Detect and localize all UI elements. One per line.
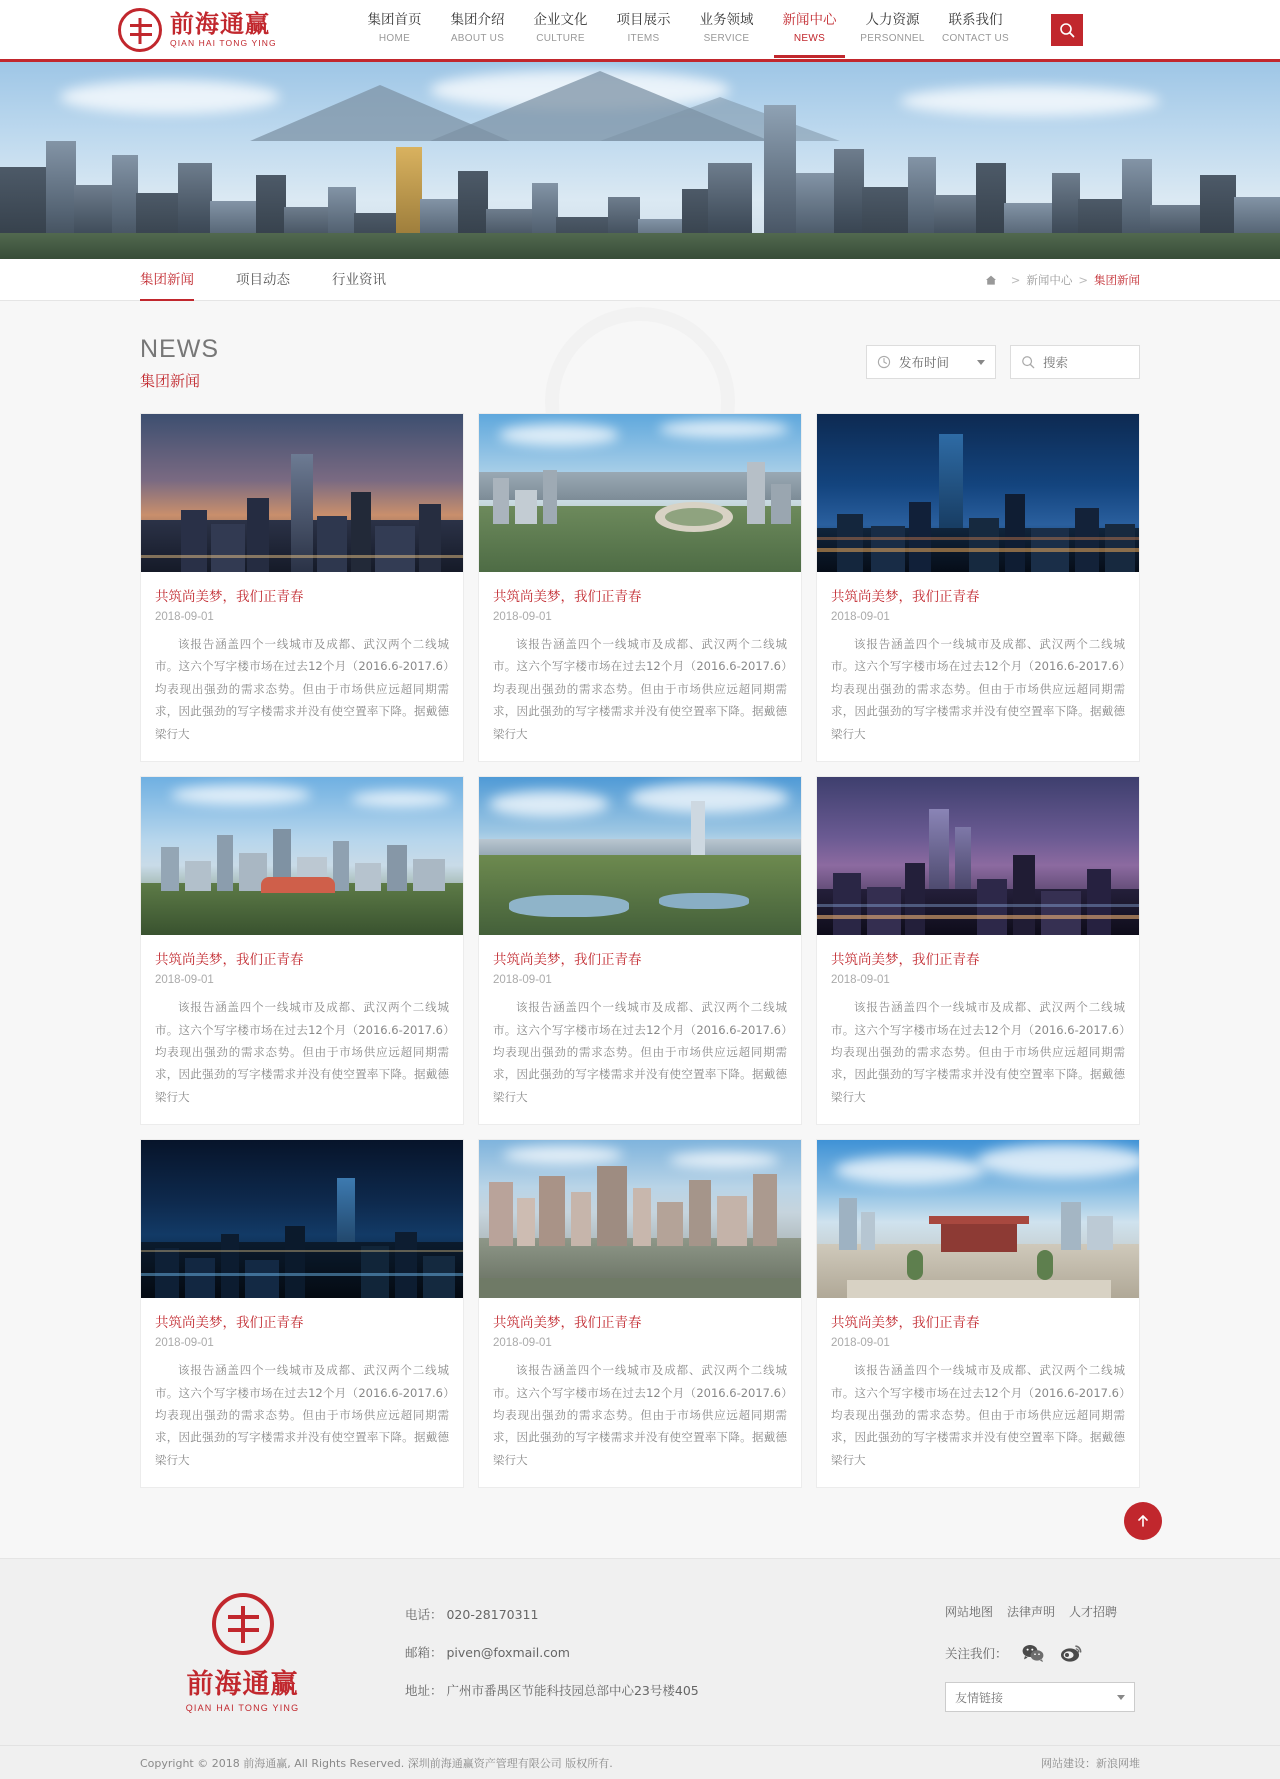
news-card-desc: 该报告涵盖四个一线城市及成都、武汉两个二线城市。这六个写字楼市场在过去12个月（2016.6-2017.6）均表现出强劲的需求态势。但由于市场供应远超同期需求，因此强劲的写字楼需求并没有使空置率下降。据戴德梁行大 (493, 1000, 787, 1104)
news-card[interactable] (140, 776, 464, 1125)
copyright-text: Copyright © 2018 前海通赢, All Rights Reserved. 深圳前海通赢资产管理有限公司 版权所有. (140, 1756, 613, 1770)
nav-item-label-en: ITEMS (627, 33, 660, 45)
tab-group-news[interactable]: 集团新闻 (140, 259, 194, 301)
hero-foreground (0, 233, 1280, 259)
news-card-date: 2018-09-01 (493, 611, 552, 623)
footer-follow (945, 1642, 1140, 1664)
mountain-shape (600, 97, 840, 141)
logo-icon (118, 8, 162, 52)
news-card-image (479, 777, 801, 935)
footer-contact (405, 1593, 735, 1719)
news-card[interactable] (478, 413, 802, 762)
news-card-date: 2018-09-01 (493, 1337, 552, 1350)
footer-logo-cn: 前海通赢 (186, 1669, 299, 1701)
news-card-image (479, 1140, 801, 1298)
footer-link-sitemap[interactable]: 网站地图 (945, 1605, 994, 1620)
tab-project-updates[interactable]: 项目动态 (236, 271, 290, 288)
site-header (0, 0, 1280, 62)
nav-item-label-en: PERSONNEL (860, 33, 925, 45)
news-card-desc: 该报告涵盖四个一线城市及成都、武汉两个二线城市。这六个写字楼市场在过去12个月（2016.6-2017.6）均表现出强劲的需求态势。但由于市场供应远超同期需求，因此强劲的写字楼需求并没有使空置率下降。据戴德梁行大 (493, 637, 787, 741)
news-card-image (141, 777, 463, 935)
news-card-date: 2018-09-01 (155, 611, 214, 623)
footer-links (945, 1603, 1140, 1620)
nav-item-personnel[interactable] (851, 7, 934, 52)
page-title-cn: 集团新闻 (140, 372, 201, 390)
search-icon (1059, 22, 1075, 38)
nav-item-label-cn: 企业文化 (533, 12, 588, 29)
news-card-date: 2018-09-01 (831, 611, 890, 623)
arrow-up-icon (1135, 1513, 1151, 1529)
news-card-title: 共筑尚美梦，我们正青春 (155, 589, 304, 605)
chevron-down-icon (977, 360, 985, 365)
clock-icon (877, 355, 891, 369)
nav-item-label-cn: 集团首页 (367, 12, 422, 29)
nav-item-label-en: ABOUT US (450, 33, 505, 45)
news-card-desc: 该报告涵盖四个一线城市及成都、武汉两个二线城市。这六个写字楼市场在过去12个月（2016.6-2017.6）均表现出强劲的需求态势。但由于市场供应远超同期需求，因此强劲的写字楼需求并没有使空置率下降。据戴德梁行大 (831, 1363, 1125, 1467)
news-card-title: 共筑尚美梦，我们正青春 (493, 589, 642, 605)
list-toolbar (866, 345, 1140, 379)
news-search-box[interactable] (1010, 345, 1140, 379)
breadcrumb-parent[interactable]: 新闻中心 (1026, 272, 1073, 287)
nav-item-label-cn: 集团介绍 (450, 12, 505, 29)
logo-title-cn: 前海通赢 (170, 9, 270, 38)
news-card-image (817, 414, 1139, 572)
news-grid (140, 413, 1140, 1488)
search-icon (1021, 355, 1035, 369)
footer-logo-en: QIAN HAI TONG YING (185, 1703, 300, 1714)
back-to-top-button[interactable] (1124, 1502, 1162, 1540)
sort-by-date-select[interactable] (866, 345, 996, 379)
nav-item-label-en: CULTURE (536, 33, 585, 45)
cloud-shape (60, 80, 280, 114)
cloud-shape (900, 86, 1160, 116)
news-card-title: 共筑尚美梦，我们正青春 (831, 589, 980, 605)
main-nav (353, 7, 1017, 52)
site-footer (0, 1558, 1280, 1779)
news-card-image (817, 777, 1139, 935)
footer-right (945, 1593, 1140, 1712)
site-logo[interactable] (118, 8, 328, 52)
nav-item-items[interactable] (602, 7, 685, 52)
news-card-date: 2018-09-01 (493, 974, 552, 987)
footer-logo (140, 1593, 345, 1713)
nav-item-contact[interactable] (934, 7, 1017, 52)
nav-item-label-en: HOME (378, 33, 411, 45)
news-card-date: 2018-09-01 (831, 1337, 890, 1350)
logo-title-en: QIAN HAI TONG YING (170, 38, 277, 49)
news-card-title: 共筑尚美梦，我们正青春 (493, 1315, 642, 1332)
section-subnav (0, 259, 1280, 301)
news-card[interactable] (478, 1139, 802, 1488)
nav-item-culture[interactable] (519, 7, 602, 52)
news-card-date: 2018-09-01 (831, 974, 890, 987)
breadcrumb-separator: > (1010, 272, 1021, 287)
nav-item-news[interactable] (768, 7, 851, 52)
news-search-input[interactable] (1043, 355, 1129, 370)
news-card[interactable] (478, 776, 802, 1125)
news-card-date: 2018-09-01 (155, 1337, 214, 1350)
news-card[interactable] (140, 1139, 464, 1488)
friend-link-select[interactable] (945, 1682, 1135, 1712)
header-search-button[interactable] (1051, 14, 1083, 46)
hero-banner (0, 62, 1280, 259)
breadcrumb-separator: > (1078, 272, 1088, 287)
copyright-bar (0, 1745, 1280, 1779)
nav-item-label-cn: 人力资源 (865, 12, 920, 29)
nav-item-label-cn: 联系我们 (948, 12, 1003, 29)
news-card-image (817, 1140, 1139, 1298)
nav-item-label-en: CONTACT US (941, 33, 1010, 45)
news-card-desc: 该报告涵盖四个一线城市及成都、武汉两个二线城市。这六个写字楼市场在过去12个月（2016.6-2017.6）均表现出强劲的需求态势。但由于市场供应远超同期需求，因此强劲的写字楼需求并没有使空置率下降。据戴德梁行大 (831, 1000, 1125, 1104)
nav-item-label-cn: 业务领域 (699, 12, 754, 29)
news-card-image (479, 414, 801, 572)
site-credit: 网站建设：新浪网堆 (1041, 1756, 1140, 1770)
breadcrumb (985, 272, 1140, 288)
news-card-image (141, 1140, 463, 1298)
footer-follow-label: 关注我们： (945, 1646, 1008, 1662)
nav-item-about[interactable] (436, 7, 519, 52)
weibo-icon[interactable] (1058, 1642, 1084, 1664)
footer-address: 地址： 广州市番禺区节能科技园总部中心23号楼405 (405, 1683, 699, 1699)
news-card-desc: 该报告涵盖四个一线城市及成都、武汉两个二线城市。这六个写字楼市场在过去12个月（2016.6-2017.6）均表现出强劲的需求态势。但由于市场供应远超同期需求，因此强劲的写字楼需求并没有使空置率下降。据戴德梁行大 (155, 637, 449, 741)
news-card[interactable] (816, 1139, 1140, 1488)
news-card-desc: 该报告涵盖四个一线城市及成都、武汉两个二线城市。这六个写字楼市场在过去12个月（2016.6-2017.6）均表现出强劲的需求态势。但由于市场供应远超同期需求，因此强劲的写字楼需求并没有使空置率下降。据戴德梁行大 (493, 1363, 787, 1467)
news-card-desc: 该报告涵盖四个一线城市及成都、武汉两个二线城市。这六个写字楼市场在过去12个月（2016.6-2017.6）均表现出强劲的需求态势。但由于市场供应远超同期需求，因此强劲的写字楼需求并没有使空置率下降。据戴德梁行大 (155, 1363, 449, 1467)
main-content (0, 301, 1280, 1558)
news-card-title: 共筑尚美梦，我们正青春 (831, 1315, 980, 1332)
footer-phone: 电话： 020-28170311 (405, 1607, 539, 1623)
news-card-title: 共筑尚美梦，我们正青春 (831, 952, 980, 969)
page-title-block (140, 335, 219, 391)
nav-item-label-cn: 新闻中心 (782, 12, 837, 29)
nav-item-label-en: NEWS (793, 33, 826, 45)
friend-link-label: 友情链接 (955, 1690, 1004, 1705)
home-icon[interactable] (985, 274, 997, 286)
logo-icon (212, 1593, 274, 1655)
page-title-en: NEWS (140, 335, 219, 363)
nav-item-label-en: SERVICE (703, 33, 750, 45)
news-card-date: 2018-09-01 (155, 974, 214, 987)
news-card[interactable] (816, 776, 1140, 1125)
nav-item-home[interactable] (353, 7, 436, 52)
news-card-title: 共筑尚美梦，我们正青春 (493, 952, 642, 969)
footer-link-jobs[interactable]: 人才招聘 (1069, 1605, 1118, 1620)
news-card[interactable] (816, 413, 1140, 762)
chevron-down-icon (1117, 1695, 1125, 1700)
sort-by-date-label: 发布时间 (899, 355, 950, 370)
news-card-desc: 该报告涵盖四个一线城市及成都、武汉两个二线城市。这六个写字楼市场在过去12个月（2016.6-2017.6）均表现出强劲的需求态势。但由于市场供应远超同期需求，因此强劲的写字楼需求并没有使空置率下降。据戴德梁行大 (155, 1000, 449, 1104)
breadcrumb-current: 集团新闻 (1094, 272, 1140, 287)
news-card-desc: 该报告涵盖四个一线城市及成都、武汉两个二线城市。这六个写字楼市场在过去12个月（2016.6-2017.6）均表现出强劲的需求态势。但由于市场供应远超同期需求，因此强劲的写字楼需求并没有使空置率下降。据戴德梁行大 (831, 637, 1125, 741)
news-card-title: 共筑尚美梦，我们正青春 (155, 952, 304, 969)
wechat-icon[interactable] (1020, 1642, 1046, 1664)
news-card[interactable] (140, 413, 464, 762)
nav-item-label-cn: 项目展示 (616, 12, 671, 29)
tab-industry-info[interactable]: 行业资讯 (332, 271, 386, 288)
news-card-title: 共筑尚美梦，我们正青春 (155, 1315, 304, 1332)
news-card-image (141, 414, 463, 572)
nav-item-service[interactable] (685, 7, 768, 52)
footer-link-legal[interactable]: 法律声明 (1007, 1605, 1056, 1620)
footer-email: 邮箱： piven@foxmail.com (405, 1645, 570, 1661)
